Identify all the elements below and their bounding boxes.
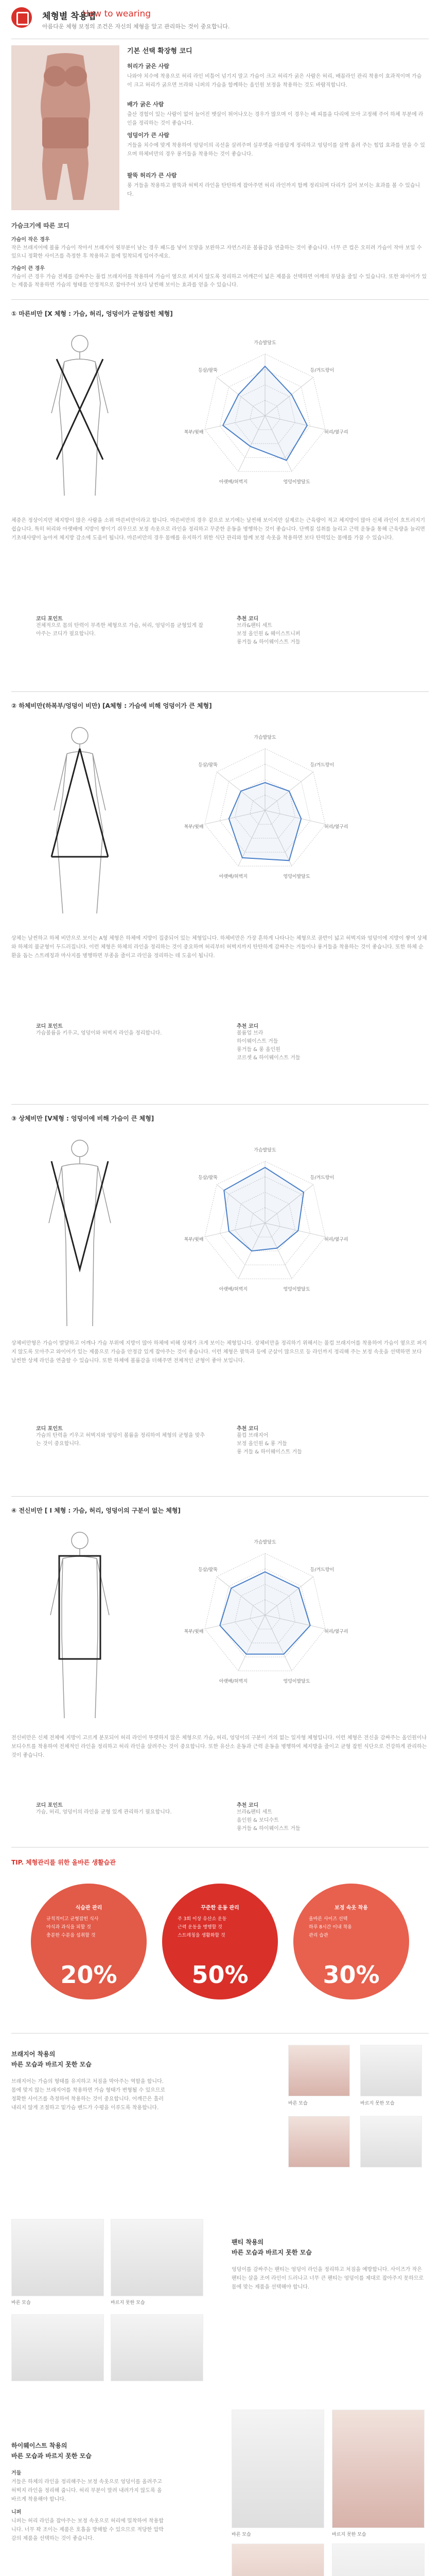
wearing-guide-section bbox=[0, 2033, 440, 2576]
recommend-coordi bbox=[237, 1022, 407, 1062]
radar-label: 등/겨드랑이 bbox=[310, 368, 335, 374]
tip-title: 팔뚝 허리가 큰 사람 bbox=[127, 172, 177, 179]
circle-title: 식습관 관리 bbox=[75, 1905, 102, 1911]
page-description: 아름다운 체형 보정의 조건은 자신의 체형을 알고 관리하는 것이 중요합니다. bbox=[42, 23, 230, 30]
recommend-item: 롱거들 & 하이웨이스트 거들 bbox=[237, 1826, 301, 1832]
type-i-desc: 전신비만은 신체 전체에 지방이 고르게 분포되어 허리 라인이 뚜렷하지 않은 체형으로 가슴, 허리, 엉덩이의 구분이 거의 없는 일자형 체형입니다. 이런 체형은 전신을 감싸주는 올인원이나 보디수트를 착용하여 전체적인 라인을 정리하고 허리 라인을 살려주는 것이 중요합니다. 또한 유산소 운동과 근력 운동을 병행하여 체지방을 줄이고 균형 잡힌 식단으로 건강하게 관리하는 것이 좋습니다. bbox=[11, 1735, 427, 1758]
radar-label: 등살/팔뚝 bbox=[198, 1175, 218, 1181]
radar-label: 등/겨드랑이 bbox=[310, 1175, 335, 1181]
circle-line: 규칙적이고 균형잡힌 식사 bbox=[46, 1917, 99, 1922]
bra-guide-desc: 브래지어는 가슴의 형태를 유지하고 처짐을 막아주는 역할을 합니다. 몸에 맞지 않는 브래지어를 착용하면 가슴 형태가 변형될 수 있으므로 정확한 사이즈를 측정하여 착용하는 것이 중요합니다. 어깨끈은 흘러내리지 않게 조절하고 밑가슴 밴드가 수평을 이루도록 착용합니다. bbox=[11, 2079, 166, 2111]
recommend-item: 하이웨이스트 거들 bbox=[237, 1039, 278, 1044]
radar-label: 허리/옆구리 bbox=[324, 430, 348, 435]
coordi-heading: 코디 포인트 bbox=[36, 1803, 63, 1808]
bra-good-photo-2 bbox=[288, 2116, 350, 2167]
radar-label: 가슴발달도 bbox=[254, 1148, 276, 1153]
coordi-point bbox=[36, 1424, 206, 1448]
radar-label: 엉덩이발달도 bbox=[283, 1286, 310, 1292]
page-subtitle: How to wearing bbox=[82, 9, 151, 19]
girdle-desc: 거들은 하체의 라인을 정리해주는 보정 속옷으로 엉덩이를 올려주고 허벅지 라인을 정리해 줍니다. 허리 부분이 말려 내려가지 않도록 올바르게 착용해야 합니다. bbox=[11, 2479, 162, 2502]
recommend-heading: 추천 코디 bbox=[237, 1803, 259, 1808]
radar-label: 복부/윗배 bbox=[184, 824, 204, 830]
panty-bad-photo-2 bbox=[111, 2314, 203, 2381]
page-title: 체형별 착용법 bbox=[42, 11, 96, 22]
radar-label: 엉덩이발달도 bbox=[283, 874, 310, 879]
type-v-title: ③ 상체비만 [V체형 : 엉덩이에 비해 가슴이 큰 체형] bbox=[11, 1115, 154, 1122]
tip-circle-diet bbox=[31, 1884, 147, 1999]
type-x-title: ① 마른비만 [X 체형 : 가슴, 허리, 엉덩이가 균형잡힌 체형] bbox=[11, 310, 173, 317]
highwaist-good-caption: 바른 모습 bbox=[232, 2532, 251, 2537]
coordi-point bbox=[36, 1022, 206, 1038]
nipper-heading: 니퍼 bbox=[11, 2510, 22, 2515]
body-figure-x bbox=[36, 331, 124, 501]
basic-title: 기본 선택 확장형 코디 bbox=[127, 47, 192, 55]
circle-title: 보정 속옷 착용 bbox=[335, 1905, 368, 1911]
radar-chart-x bbox=[154, 328, 376, 503]
coordi-point bbox=[36, 614, 206, 638]
highwaist-bad-caption: 바르지 못한 모습 bbox=[332, 2532, 366, 2537]
circle-line: 주 3회 이상 유산소 운동 bbox=[178, 1917, 227, 1922]
radar-label: 가슴발달도 bbox=[254, 735, 276, 740]
radar-label: 허리/옆구리 bbox=[324, 824, 348, 830]
tip-desc: 롱 거들을 착용하고 팔뚝과 허벅지 라인을 탄탄하게 잡아주면 허리 라인까지 함께 정리되며 다리가 길어 보이는 효과를 볼 수 있습니다. bbox=[127, 183, 420, 197]
guide-title: 가슴크기에 따른 코디 bbox=[11, 222, 69, 229]
panty-bad-caption: 바르지 못한 모습 bbox=[111, 2300, 145, 2306]
highwaist-guide-title: 하이웨이스트 착용의 바른 모습과 바르지 못한 모습 bbox=[11, 2442, 92, 2460]
circle-percent: 20% bbox=[60, 1961, 117, 1989]
body-figure-a bbox=[36, 723, 124, 919]
tip-item bbox=[127, 171, 426, 199]
panty-good-caption: 바른 모습 bbox=[11, 2300, 31, 2306]
bust-size-guide bbox=[11, 221, 428, 290]
recommend-item: 풀컵 브래지어 bbox=[237, 1433, 269, 1438]
tip-desc: 출산 경험이 있는 사람이 없어 늘어진 뱃살이 튀어나오는 경우가 많으며 이 경우는 배 피를을 다리에 모아 고정해 주어 하체 부분에 라인을 정리하는 것이 좋습니다. bbox=[127, 112, 424, 126]
coordi-text: 전체적으로 몸의 탄력이 부족한 체형으로 가슴, 허리, 엉덩이를 균형있게 잡아주는 코디가 필요합니다. bbox=[36, 623, 203, 637]
tip-item bbox=[127, 100, 426, 128]
radar-shape bbox=[224, 1167, 304, 1251]
highwaist-guide-body bbox=[11, 2469, 166, 2543]
radar-label: 등살/팔뚝 bbox=[198, 1567, 218, 1573]
tip-circle-underwear bbox=[293, 1884, 409, 1999]
circle-line: 충분한 수분을 섭취할 것 bbox=[46, 1933, 96, 1938]
panty-guide-title: 팬티 착용의 바른 모습과 바르지 못한 모습 bbox=[232, 2239, 312, 2256]
type-a-title: ② 하체비만(하복부/엉덩이 비만) [A체형 : 가슴에 비해 엉덩이가 큰 체형] bbox=[11, 702, 212, 709]
body-silhouette-graphic bbox=[11, 45, 119, 210]
bra-bad-photo bbox=[360, 2045, 422, 2096]
recommend-item: 롱거들 & 하이웨이스트 거들 bbox=[237, 639, 301, 645]
recommend-item: 보정 올인원 & 웨이스트니퍼 bbox=[237, 631, 301, 637]
radar-label: 허리/옆구리 bbox=[324, 1629, 348, 1635]
recommend-coordi bbox=[237, 1801, 407, 1833]
radar-label: 등살/팔뚝 bbox=[198, 368, 218, 374]
highwaist-bad-photo-2 bbox=[332, 2544, 425, 2576]
circle-line: 관리 습관 bbox=[309, 1933, 328, 1938]
recommend-item: 롱 거들 & 하이웨이스트 거들 bbox=[237, 1449, 302, 1455]
guide-desc: 작은 브래지어에 볼륨 가슴이 작아서 브래지어 윗부분이 남는 경우 패드를 넣어 모양을 보완하고 자연스러운 볼륨감을 연출하는 것이 좋습니다. 너무 큰 컵은 오히려 가슴이 작아 보일 수 있으니 정확한 사이즈를 측정한 후 착용하고 몸에 밀착되게 입어주세요. bbox=[11, 245, 422, 259]
radar-label: 아랫배/허벅지 bbox=[219, 479, 248, 485]
circle-title: 꾸준한 운동 관리 bbox=[201, 1905, 239, 1911]
panty-good-photo-2 bbox=[11, 2314, 104, 2381]
type-i-title: ④ 전신비만 [ I 체형 : 가슴, 허리, 엉덩이의 구분이 없는 체형] bbox=[11, 1507, 181, 1514]
recommend-item: 보정 올인원 & 롱 거들 bbox=[237, 1441, 287, 1447]
radar-label: 가슴발달도 bbox=[254, 341, 276, 346]
bra-guide-title: 브래지어 착용의 바른 모습과 바르지 못한 모습 bbox=[11, 2050, 92, 2068]
tip-desc: 나와야 치수에 착용으로 허리 라인 비틀어 넘기지 말고 가슴이 크고 허리가 굵은 사람은 허리, 배꼽라인 관리 착용이 효과적이며 가슴이 크고 허리가 굵으면 브라와 니퍼의 가슴을 함께하는 올인원 보정을 착용하는 것도 바람직합니다. bbox=[127, 74, 422, 88]
circle-percent: 50% bbox=[191, 1961, 249, 1989]
girdle-heading: 거들 bbox=[11, 2470, 22, 2476]
guide-heading: 가슴이 작은 경우 bbox=[11, 237, 50, 243]
tip-item bbox=[127, 62, 426, 90]
tips-section bbox=[0, 1848, 440, 2033]
circle-line: 스트레칭을 생활화할 것 bbox=[178, 1933, 225, 1938]
recommend-coordi bbox=[237, 1424, 407, 1456]
bra-good-photo bbox=[288, 2045, 350, 2096]
tip-desc: 거들을 치수에 맞게 착용하여 엉덩이의 곡선을 살려주며 실루엣을 아름답게 정리하고 엉덩이를 살짝 올려 주는 힙업 효과를 얻을 수 있으며 하체비만의 경우 롱거들을 착용하는 것이 좋습니다. bbox=[127, 143, 425, 157]
radar-chart-i bbox=[154, 1528, 376, 1703]
tip-title: 허리가 굵은 사람 bbox=[127, 63, 170, 70]
nipper-desc: 니퍼는 허리 라인을 잡아주는 보정 속옷으로 허리에 밀착하여 착용합니다. 너무 꽉 조이는 제품은 호흡을 방해할 수 있으므로 적당한 압박감의 제품을 선택하는 것이 좋습니다. bbox=[11, 2518, 164, 2541]
circle-percent: 30% bbox=[323, 1961, 380, 1989]
model-photo bbox=[11, 45, 119, 210]
radar-label: 등/겨드랑이 bbox=[310, 762, 335, 768]
tips-title-text: TIP. 체형관리를 위한 올바른 생활습관 bbox=[11, 1859, 116, 1866]
recommend-heading: 추천 코디 bbox=[237, 616, 259, 622]
radar-label: 등/겨드랑이 bbox=[310, 1567, 335, 1573]
radar-label: 엉덩이발달도 bbox=[283, 479, 310, 485]
radar-label: 가슴발달도 bbox=[254, 1540, 276, 1545]
coordi-text: 가슴의 탄력을 키우고 허벅지와 엉덩이 볼륨을 정리하여 체형의 균형을 맞추는 것이 중요합니다. bbox=[36, 1433, 205, 1447]
type-x-section bbox=[0, 300, 440, 691]
type-v-section bbox=[0, 1105, 440, 1496]
circle-line: 올바른 사이즈 선택 bbox=[309, 1917, 348, 1922]
tip-title: 배가 굵은 사람 bbox=[127, 101, 164, 108]
radar-label: 허리/옆구리 bbox=[324, 1237, 348, 1243]
panty-good-photo bbox=[11, 2219, 104, 2296]
guide-heading: 가슴이 큰 경우 bbox=[11, 266, 45, 272]
coordi-text: 가슴, 허리, 엉덩이의 라인을 균형 있게 관리하기 필요합니다. bbox=[36, 1809, 172, 1815]
body-figure-i bbox=[36, 1528, 124, 1723]
coordi-point bbox=[36, 1801, 206, 1817]
guide-desc: 가슴이 큰 경우 가슴 전체를 감싸주는 풀컵 브래지어를 착용하여 가슴이 옆으로 퍼지지 않도록 정리하고 어깨끈이 넓은 제품을 선택하면 어깨의 부담을 줄일 수 있습니다. 또한 와이어가 있는 제품을 착용하면 가슴의 형태를 안정적으로 잡아주어 보다 날씬해 보이는 효과를 얻을 수 있습니다. bbox=[11, 274, 427, 288]
recommend-item: 롱거들 & 롱 올인원 bbox=[237, 1047, 280, 1053]
radar-label: 복부/윗배 bbox=[184, 430, 204, 435]
bra-good-caption: 바른 모습 bbox=[288, 2101, 308, 2106]
document-icon bbox=[11, 7, 32, 28]
radar-label: 복부/윗배 bbox=[184, 1629, 204, 1635]
radar-label: 등살/팔뚝 bbox=[198, 762, 218, 768]
radar-chart-v bbox=[154, 1136, 376, 1311]
bra-bad-photo-2 bbox=[360, 2116, 422, 2167]
basic-section bbox=[0, 39, 440, 299]
bra-bad-caption: 바르지 못한 모습 bbox=[360, 2101, 395, 2106]
recommend-heading: 추천 코디 bbox=[237, 1426, 259, 1432]
coordi-heading: 코디 포인트 bbox=[36, 616, 63, 622]
circle-line: 하루 8시간 이내 착용 bbox=[309, 1925, 352, 1930]
radar-shape bbox=[223, 366, 307, 460]
type-x-desc: 체중은 정상이지만 체지방이 많은 사람을 소위 마른비만이라고 합니다. 마른비만의 경우 겉으로 보기에는 날씬해 보이지만 실제로는 근육량이 적고 체지방이 많아 신체 라인이 흐트러지기 쉽습니다. 특히 허리와 아랫배에 지방이 쌓이기 쉬우므로 보정 속옷으로 라인을 정리하고 꾸준한 운동을 병행하는 것이 좋습니다. 단백질 섭취를 늘리고 근력 운동을 통해 근육량을 늘리면 기초대사량이 높아져 체지방 감소에 도움이 됩니다. 마른비만의 경우 몸매를 유지하기 위한 식단 관리와 함께 보정 속옷을 착용하면 보다 탄력있는 몸매를 가꿀 수 있습니다. bbox=[11, 518, 426, 541]
recommend-item: 브라&팬티 세트 bbox=[237, 1809, 272, 1815]
radar-label: 아랫배/허벅지 bbox=[219, 874, 248, 879]
type-a-section bbox=[0, 692, 440, 1104]
header bbox=[0, 0, 440, 39]
tip-circle-exercise bbox=[162, 1884, 278, 1999]
type-v-desc: 상체비만형은 가슴이 발달하고 어깨나 가슴 부위에 지방이 많아 하체에 비해 상체가 크게 보이는 체형입니다. 상체비만을 정리하기 위해서는 풀컵 브래지어를 착용하여 가슴이 옆으로 퍼지지 않도록 모아주고 와이어가 있는 제품으로 가슴을 안정감 있게 잡아주는 것이 좋습니다. 이런 체형은 팔뚝과 등에 군살이 많으므로 등 라인까지 정리해 주는 보정 속옷을 선택하면 보다 날씬한 상체 라인을 연출할 수 있습니다. 또한 하체에 볼륨감을 더해주면 전체적인 균형이 좋아 보입니다. bbox=[11, 1341, 427, 1364]
recommend-heading: 추천 코디 bbox=[237, 1024, 259, 1029]
highwaist-bad-photo bbox=[332, 2410, 425, 2528]
recommend-item: 볼륨업 브라 bbox=[237, 1030, 263, 1036]
recommend-coordi bbox=[237, 614, 407, 647]
radar-chart-a bbox=[154, 723, 376, 898]
panty-guide-desc: 엉덩이를 감싸주는 팬티는 엉덩이 라인을 정리하고 처짐을 예방합니다. 사이즈가 작은 팬티는 살을 조여 라인이 드러나고 너무 큰 팬티는 엉덩이를 제대로 잡아주지 못하므로 몸에 맞는 제품을 선택해야 합니다. bbox=[232, 2267, 424, 2290]
recommend-item: 브라&팬티 세트 bbox=[237, 623, 272, 629]
tips-title bbox=[11, 1858, 116, 1867]
coordi-heading: 코디 포인트 bbox=[36, 1024, 63, 1029]
radar-label: 엉덩이발달도 bbox=[283, 1679, 310, 1684]
radar-label: 아랫배/허벅지 bbox=[219, 1679, 248, 1684]
circle-line: 근력 운동을 병행할 것 bbox=[178, 1925, 222, 1930]
type-a-desc: 상체는 날씬하고 하체 비만으로 보이는 A형 체형은 하체에 지방이 집중되어 있는 체형입니다. 하체비만은 가장 흔하게 나타나는 체형으로 골반이 넓고 허벅지와 엉덩이에 지방이 쌓여 상체와 하체의 불균형이 두드러집니다. 이런 체형은 하체의 라인을 정리하는 것이 중요하며 허리부터 허벅지까지 탄탄하게 감싸주는 거들이나 롱거들을 착용하는 것이 좋습니다. 또한 하체 순환을 돕는 스트레칭과 마사지를 병행하면 부종을 줄이고 라인을 정리하는 데 도움이 됩니다. bbox=[11, 936, 427, 959]
highwaist-good-photo-2 bbox=[232, 2544, 324, 2576]
radar-label: 아랫배/허벅지 bbox=[219, 1286, 248, 1292]
recommend-item: 올인원 & 보디수트 bbox=[237, 1818, 279, 1823]
radar-shape bbox=[229, 783, 301, 860]
type-i-section bbox=[0, 1497, 440, 1847]
recommend-item: 코르셋 & 하이웨이스트 거들 bbox=[237, 1055, 301, 1061]
tip-title: 엉덩이가 큰 사람 bbox=[127, 132, 170, 139]
coordi-heading: 코디 포인트 bbox=[36, 1426, 63, 1432]
body-figure-v bbox=[36, 1136, 124, 1331]
highwaist-good-photo bbox=[232, 2410, 324, 2528]
radar-label: 복부/윗배 bbox=[184, 1237, 204, 1243]
panty-bad-photo bbox=[111, 2219, 203, 2296]
circle-line: 야식과 과식을 피할 것 bbox=[46, 1925, 91, 1930]
tip-item bbox=[127, 131, 426, 159]
coordi-text: 가슴볼륨을 키우고, 엉덩이와 허벅지 라인을 정리합니다. bbox=[36, 1030, 162, 1036]
